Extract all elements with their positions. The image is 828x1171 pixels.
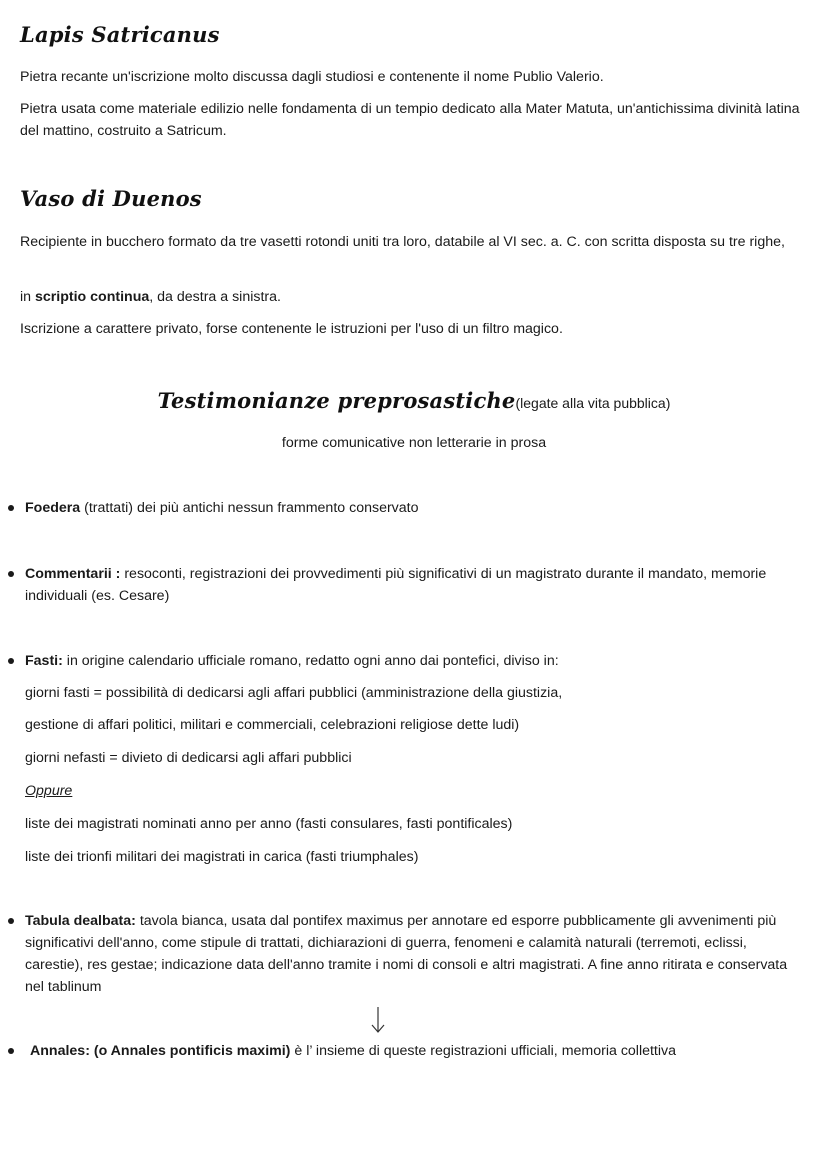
bullet-dot (8, 918, 14, 924)
bullet-dot (8, 505, 14, 511)
fasti-oppure: Oppure (25, 783, 73, 799)
lapis-paragraph-1: Pietra recante un'iscrizione molto discussa dagli studiosi e contenente il nome Publio Valerio. (20, 69, 604, 85)
testimonianze-subtitle: forme comunicative non letterarie in prosa (281, 435, 547, 451)
annales-rest: è l’ insieme di queste registrazioni ufficiali, memoria collettiva (290, 1043, 677, 1059)
bullet-dot (8, 658, 14, 664)
annales-bold: Annales: (o Annales pontificis maximi) (30, 1043, 291, 1059)
fasti-line-liste-magistrati: liste dei magistrati nominati anno per anno (fasti consulares, fasti pontificales) (25, 816, 513, 832)
arrow-down-icon (371, 1006, 385, 1034)
fasti-bold: Fasti: (25, 653, 63, 669)
heading-testimonianze-row (0, 390, 828, 415)
commentarii-bold: Commentarii : (25, 566, 121, 582)
heading-lapis-satricanus: Lapis Satricanus (20, 22, 220, 47)
fasti-line-liste-trionfi: liste dei trionfi militari dei magistrati in carica (fasti triumphales) (25, 849, 419, 865)
heading-vaso-di-duenos: Vaso di Duenos (20, 186, 202, 211)
commentarii-text (25, 563, 808, 607)
duenos-paragraph-3: Iscrizione a carattere privato, forse contenente le istruzioni per l'uso di un filtro magico. (20, 321, 563, 337)
heading-testimonianze: Testimonianze preprosastiche (157, 388, 516, 413)
duenos-paragraph-2 (20, 286, 810, 308)
fasti-line-giorni-nefasti: giorni nefasti = divieto di dedicarsi agli affari pubblici (25, 750, 352, 766)
fasti-rest: in origine calendario ufficiale romano, redatto ogni anno dai pontefici, diviso in: (62, 653, 559, 669)
foedera-rest: (trattati) dei più antichi nessun frammento conservato (80, 500, 419, 516)
fasti-line-gestione: gestione di affari politici, militari e commerciali, celebrazioni religiose dette ludi) (25, 717, 520, 733)
commentarii-rest: resoconti, registrazioni dei provvedimenti più significativi di un magistrato durante il mandato, memorie individuali (es. Cesare) (25, 566, 767, 604)
duenos-p2-post: , da destra a sinistra. (149, 289, 281, 305)
duenos-p2-pre: in (20, 289, 35, 305)
foedera-text (25, 497, 808, 519)
bullet-dot (8, 571, 14, 577)
heading-testimonianze-note: (legate alla vita pubblica) (515, 395, 671, 411)
duenos-p2-bold: scriptio continua (34, 289, 150, 305)
tabula-text (25, 910, 808, 998)
duenos-paragraph-1: Recipiente in bucchero formato da tre vasetti rotondi uniti tra loro, databile al VI sec. a. C. con scritta disposta su tre righe, (20, 234, 785, 250)
fasti-text (25, 650, 808, 672)
tabula-bold: Tabula dealbata: (25, 913, 136, 929)
annales-text (30, 1040, 813, 1062)
foedera-bold: Foedera (25, 500, 81, 516)
lapis-paragraph-2: Pietra usata come materiale edilizio nelle fondamenta di un tempio dedicato alla Mater Matuta, un'antichissima divinità latina del mattino, costruito a Satricum. (20, 101, 800, 139)
fasti-line-giorni-fasti: giorni fasti = possibilità di dedicarsi agli affari pubblici (amministrazione della giustizia, (25, 685, 563, 701)
bullet-dot (8, 1048, 14, 1054)
tabula-rest: tavola bianca, usata dal pontifex maximus per annotare ed esporre pubblicamente gli avvenimenti più significativi dell'anno, come stipule di trattati, dichiarazioni di guerra, fenomeni e calamità naturali (terremoti, eclissi, carestie), res gestae; indicazione data dell'anno tramite i nomi di consoli e altri magistrati. A fine anno ritirata e conservata nel tablinum (25, 913, 788, 995)
